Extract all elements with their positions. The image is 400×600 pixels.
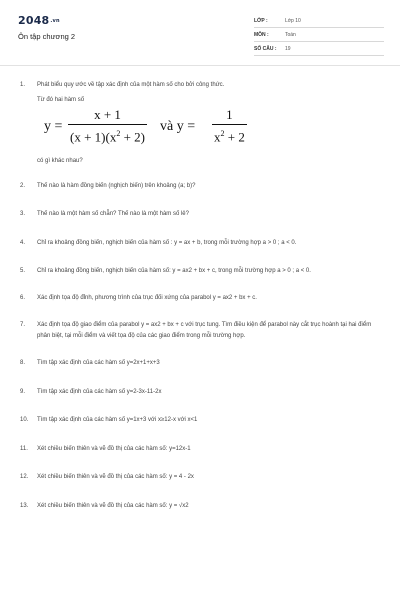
fraction-2	[212, 108, 247, 144]
question-text: Xét chiều biến thiên và vẽ đồ thị của các hàm số: y=12x-1	[37, 445, 191, 452]
question-number: 10.	[20, 417, 29, 423]
question-number: 8.	[20, 360, 26, 366]
logo-text: 2048	[18, 14, 50, 27]
meta-row-count	[254, 42, 384, 56]
formula-lhs-2: và y =	[160, 119, 196, 134]
den2-exponent: 2	[220, 129, 225, 138]
question-number: 1.	[20, 82, 26, 88]
question-number: 13.	[20, 502, 29, 509]
question-list	[20, 80, 382, 511]
fraction-1-denominator	[68, 127, 147, 144]
meta-value-class: Lớp 10	[285, 18, 301, 24]
question-item	[20, 415, 382, 426]
question-number: 7.	[20, 322, 26, 328]
question-item	[20, 238, 382, 249]
question-item	[20, 501, 382, 512]
formula-lhs-1: y =	[44, 119, 63, 134]
fraction-2-bar	[212, 124, 247, 125]
question-text: Xác định tọa độ giao điểm của parabol y = ax2 + bx + c với trục tung. Tìm điều kiện để parabol này cắt trục hoành tại hai điểm phân biệt, tại mỗi điểm và viết tọa độ của các giao điểm trong mỗi trường hợp.	[37, 322, 372, 339]
question-number: 11.	[20, 445, 28, 452]
fraction-1-bar	[68, 124, 147, 125]
fraction-1	[68, 108, 147, 144]
question-subtext-2: có gì khác nhau?	[37, 158, 83, 164]
logo-suffix: .vn	[50, 18, 60, 24]
question-number: 5.	[20, 268, 26, 274]
question-number: 4.	[20, 239, 26, 246]
page-title: Ôn tập chương 2	[18, 32, 76, 41]
math-formula	[40, 108, 382, 154]
question-item	[20, 444, 382, 455]
question-text: Tìm tập xác định của các hàm số y=2-3x-11-2x	[37, 388, 162, 395]
question-number: 12.	[20, 474, 29, 480]
meta-row-subject	[254, 28, 384, 42]
fraction-2-numerator: 1	[226, 107, 233, 122]
question-subtext: Từ đó hai hàm số	[37, 96, 85, 103]
question-number: 6.	[20, 294, 26, 301]
question-item	[20, 320, 382, 341]
meta-value-subject: Toán	[285, 32, 296, 38]
question-text: Phát biểu quy ước về tập xác định của một hàm số cho bởi công thức.	[37, 82, 225, 88]
question-item	[20, 472, 382, 483]
den1-part-a: (x + 1)(x	[70, 129, 117, 145]
meta-key-class: LỚP :	[254, 18, 268, 24]
question-text: Xét chiều biến thiên và vẽ đồ thị của các hàm số: y = √x2	[37, 502, 189, 509]
question-text: Xác định tọa độ đỉnh, phương trình của trục đối xứng của parabol y = ax2 + bx + c.	[37, 294, 257, 301]
header-divider	[0, 65, 400, 66]
question-number: 9.	[20, 388, 26, 395]
meta-key-subject: MÔN :	[254, 32, 269, 38]
question-item	[20, 181, 382, 192]
question-text: Tìm tập xác định của các hàm số y=1x+3 với x≥12-x với x<1	[37, 417, 198, 423]
den1-exponent: 2	[116, 129, 121, 138]
page-header	[18, 10, 384, 58]
meta-value-count: 19	[285, 46, 291, 52]
question-item	[20, 387, 382, 398]
question-number: 3.	[20, 211, 26, 217]
question-item	[20, 266, 382, 277]
den2-part-a: x	[214, 129, 221, 145]
question-text: Thế nào là hàm đồng biến (nghịch biến) trên khoảng (a; b)?	[37, 182, 196, 189]
question-item	[20, 209, 382, 220]
site-logo[interactable]	[18, 14, 60, 27]
question-text: Chỉ ra khoảng đồng biến, nghịch biến của hàm số: y = ax2 + bx + c, trong mỗi trường hợp a > 0 ; a < 0.	[37, 268, 311, 274]
den1-part-b: + 2)	[120, 129, 145, 145]
question-text: Tìm tập xác định của các hàm số y=2x+1+x+3	[37, 360, 160, 366]
question-item	[20, 358, 382, 369]
question-number: 2.	[20, 182, 26, 189]
fraction-1-numerator: x + 1	[94, 107, 121, 122]
meta-table	[254, 14, 384, 56]
question-text: Chỉ ra khoảng đồng biến, nghịch biến của hàm số : y = ax + b, trong mỗi trường hợp a > 0 ; a < 0.	[37, 239, 297, 246]
question-text: Thế nào là một hàm số chẵn? Thế nào là một hàm số lẻ?	[37, 211, 189, 217]
meta-key-count: SỐ CÂU :	[254, 46, 277, 52]
meta-row-class	[254, 14, 384, 28]
question-item	[20, 80, 382, 167]
fraction-2-denominator	[212, 127, 247, 144]
question-item	[20, 293, 382, 304]
question-text: Xét chiều biến thiên và vẽ đồ thị của các hàm số: y = 4 - 2x	[37, 474, 194, 480]
den2-part-b: + 2	[224, 129, 245, 145]
